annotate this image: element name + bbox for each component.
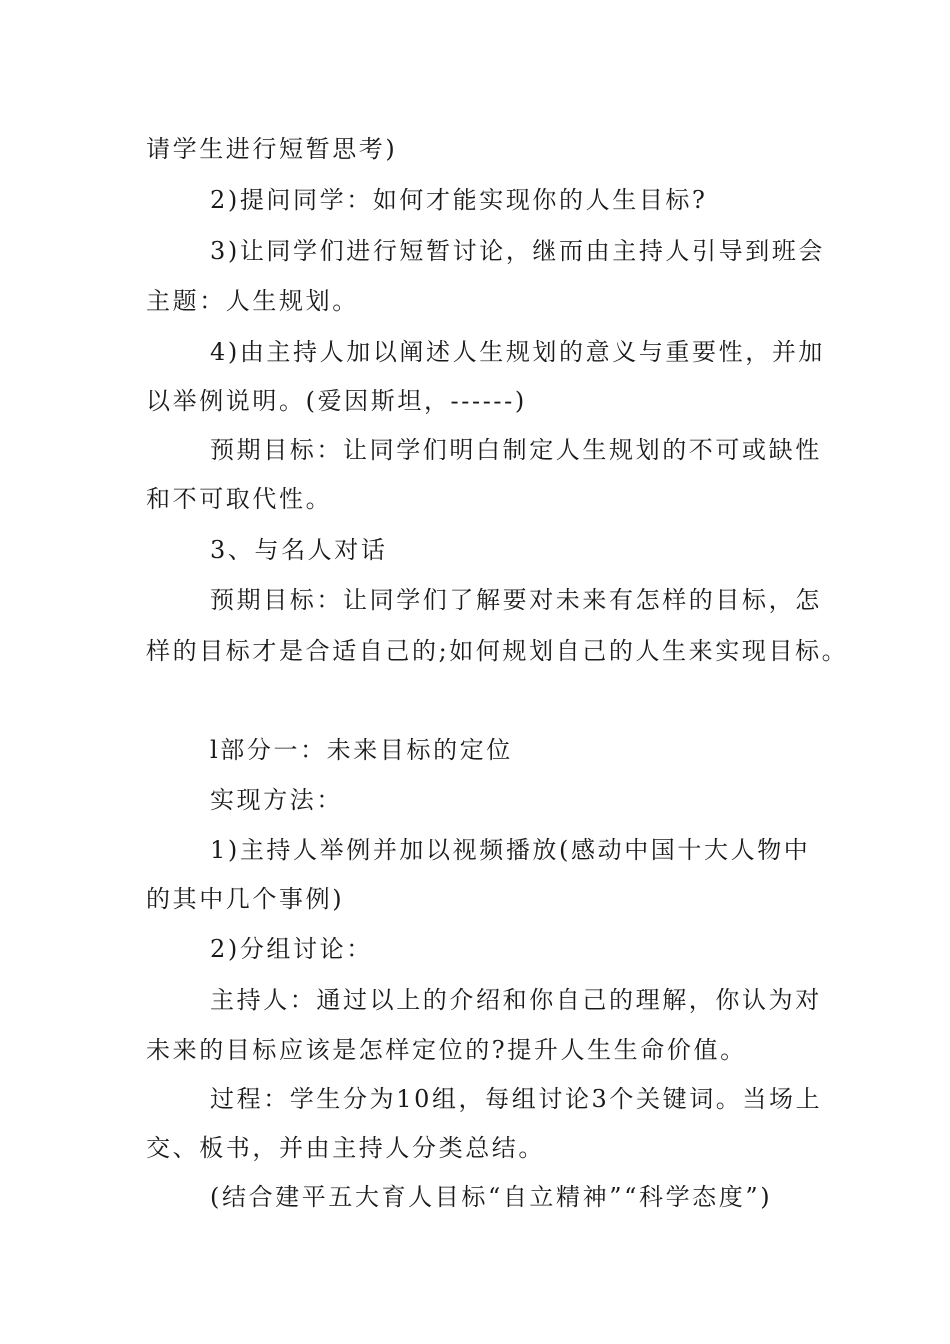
paragraph-line: 2)提问同学：如何才能实现你的人生目标? (210, 186, 708, 214)
paragraph-line: 请学生进行短暂思考) (146, 135, 398, 163)
paragraph-line: 以举例说明。(爱因斯坦，------) (146, 387, 527, 415)
paragraph-line: 主题：人生规划。 (146, 287, 359, 315)
paragraph-line: 和不可取代性。 (146, 485, 333, 513)
paragraph-line: 样的目标才是合适自己的;如何规划自己的人生来实现目标。 (146, 637, 849, 665)
paragraph-line: 4)由主持人加以阐述人生规划的意义与重要性，并加 (210, 338, 826, 366)
paragraph-line: 预期目标：让同学们明白制定人生规划的不可或缺性 (210, 436, 822, 464)
paragraph-line: 实现方法： (210, 786, 343, 814)
paragraph-line: (结合建平五大育人目标“自立精神”“科学态度”) (210, 1183, 773, 1211)
paragraph-line: 的其中几个事例) (146, 885, 345, 913)
section-heading: l部分一：未来目标的定位 (210, 736, 513, 764)
paragraph-line: 预期目标：让同学们了解要对未来有怎样的目标，怎 (210, 586, 822, 614)
section-heading: 3、与名人对话 (210, 536, 388, 564)
paragraph-line: 3)让同学们进行短暂讨论，继而由主持人引导到班会 (210, 237, 826, 265)
paragraph-line: 主持人：通过以上的介绍和你自己的理解，你认为对 (210, 986, 822, 1014)
paragraph-line: 过程：学生分为10组，每组讨论3个关键词。当场上 (210, 1085, 823, 1113)
paragraph-line: 交、板书，并由主持人分类总结。 (146, 1134, 545, 1162)
paragraph-line: 1)主持人举例并加以视频播放(感动中国十大人物中 (210, 836, 811, 864)
paragraph-line: 2)分组讨论： (210, 935, 373, 963)
paragraph-line: 未来的目标应该是怎样定位的?提升人生生命价值。 (146, 1036, 747, 1064)
